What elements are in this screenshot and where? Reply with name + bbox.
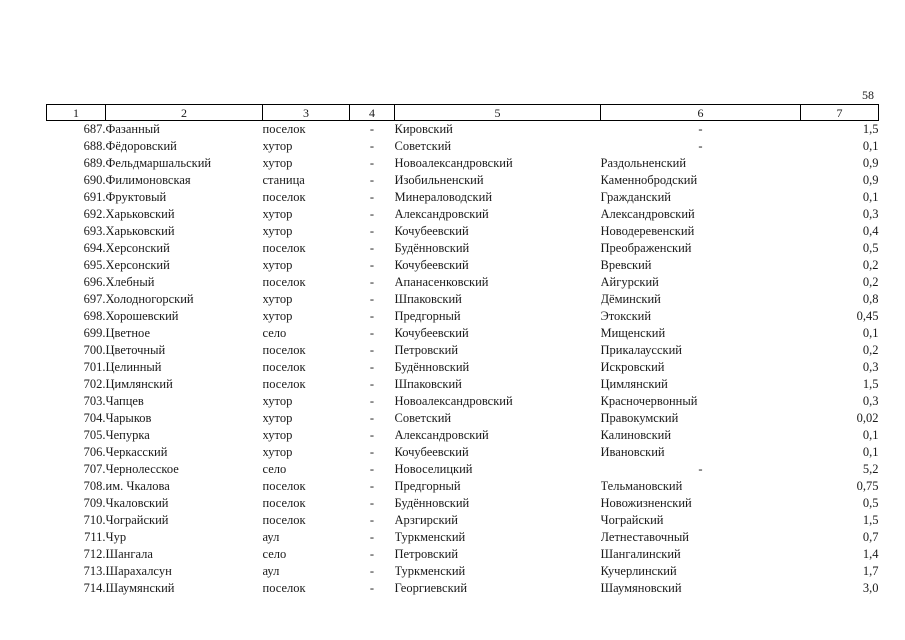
- settlement-type: хутор: [262, 292, 293, 306]
- status-mark: -: [369, 258, 375, 272]
- district-name: Арзгирский: [394, 513, 458, 527]
- row-number: 707.: [83, 462, 106, 476]
- population-value: 0,3: [862, 360, 879, 374]
- population-value: 0,1: [862, 445, 879, 459]
- row-number: 697.: [83, 292, 106, 306]
- council-name: Преображенский: [600, 241, 692, 255]
- population-value: 0,5: [862, 496, 879, 510]
- population-value: 0,1: [862, 139, 879, 153]
- settlement-name: Фёдоровский: [105, 139, 177, 153]
- settlement-name: Херсонский: [105, 241, 170, 255]
- district-name: Минераловодский: [394, 190, 493, 204]
- table-row: [47, 121, 879, 139]
- council-name: Мищенский: [600, 326, 666, 340]
- district-name: Новоселицкий: [394, 462, 473, 476]
- row-number: 699.: [83, 326, 106, 340]
- table-row: [47, 325, 879, 342]
- row-number: 700.: [83, 343, 106, 357]
- population-value: 0,3: [862, 207, 879, 221]
- district-name: Предгорный: [394, 309, 461, 323]
- table-row: [47, 478, 879, 495]
- council-name: Прикалаусский: [600, 343, 682, 357]
- population-value: 0,4: [862, 224, 879, 238]
- row-number: 710.: [83, 513, 106, 527]
- settlement-type: поселок: [262, 241, 306, 255]
- status-mark: -: [369, 156, 375, 170]
- council-name: Кучерлинский: [600, 564, 677, 578]
- status-mark: -: [369, 411, 375, 425]
- status-mark: -: [369, 122, 375, 136]
- district-name: Кочубеевский: [394, 326, 469, 340]
- district-name: Георгиевский: [394, 581, 468, 595]
- population-value: 0,2: [862, 258, 879, 272]
- population-value: 5,2: [862, 462, 879, 476]
- status-mark: -: [369, 428, 375, 442]
- row-number: 691.: [83, 190, 106, 204]
- settlement-name: им. Чкалова: [105, 479, 170, 493]
- status-mark: -: [369, 377, 375, 391]
- row-number: 704.: [83, 411, 106, 425]
- settlement-name: Чапцев: [105, 394, 144, 408]
- settlement-type: хутор: [262, 445, 293, 459]
- council-name: Новодеревенский: [600, 224, 695, 238]
- population-value: 0,8: [862, 292, 879, 306]
- table-row: [47, 342, 879, 359]
- status-mark: -: [369, 445, 375, 459]
- settlement-name: Чограйский: [105, 513, 169, 527]
- row-number: 692.: [83, 207, 106, 221]
- table-row: [47, 410, 879, 427]
- district-name: Новоалександровский: [394, 156, 513, 170]
- row-number: 703.: [83, 394, 106, 408]
- status-mark: -: [369, 139, 375, 153]
- population-value: 0,7: [862, 530, 879, 544]
- settlement-name: Харьковский: [105, 207, 175, 221]
- row-number: 694.: [83, 241, 106, 255]
- district-name: Кочубеевский: [394, 224, 469, 238]
- district-name: Советский: [394, 411, 452, 425]
- settlement-name: Шарахалсун: [105, 564, 172, 578]
- row-number: 701.: [83, 360, 106, 374]
- district-name: Петровский: [394, 547, 459, 561]
- table-row: [47, 172, 879, 189]
- settlement-name: Херсонский: [105, 258, 170, 272]
- population-value: 3,0: [862, 581, 879, 595]
- status-mark: -: [369, 513, 375, 527]
- settlement-name: Харьковский: [105, 224, 175, 238]
- district-name: Кочубеевский: [394, 445, 469, 459]
- status-mark: -: [369, 581, 375, 595]
- settlement-type: хутор: [262, 224, 293, 238]
- council-name: Цимлянский: [600, 377, 668, 391]
- status-mark: -: [369, 224, 375, 238]
- settlement-type: хутор: [262, 139, 293, 153]
- district-name: Шпаковский: [394, 292, 462, 306]
- column-header: 1: [47, 105, 106, 121]
- council-name: Александровский: [600, 207, 695, 221]
- settlement-type: село: [262, 462, 287, 476]
- column-header: 2: [106, 105, 263, 121]
- settlement-name: Чур: [105, 530, 127, 544]
- row-number: 709.: [83, 496, 106, 510]
- column-header: 3: [263, 105, 350, 121]
- table-header-row: [47, 105, 879, 121]
- table-row: [47, 291, 879, 308]
- population-value: 0,2: [862, 275, 879, 289]
- population-value: 1,7: [862, 564, 879, 578]
- district-name: Шпаковский: [394, 377, 462, 391]
- table-row: [47, 393, 879, 410]
- status-mark: -: [369, 326, 375, 340]
- status-mark: -: [369, 564, 375, 578]
- row-number: 693.: [83, 224, 106, 238]
- settlement-name: Чернолесское: [105, 462, 179, 476]
- status-mark: -: [369, 309, 375, 323]
- population-value: 0,45: [856, 309, 879, 323]
- settlement-type: поселок: [262, 496, 306, 510]
- council-name: Раздольненский: [600, 156, 687, 170]
- council-name: Шаумяновский: [600, 581, 682, 595]
- council-name: Шангалинский: [600, 547, 681, 561]
- settlement-type: хутор: [262, 156, 293, 170]
- table-row: [47, 461, 879, 478]
- population-value: 1,5: [862, 122, 879, 136]
- column-header: 7: [801, 105, 879, 121]
- status-mark: -: [369, 241, 375, 255]
- settlement-type: станица: [262, 173, 305, 187]
- settlement-type: поселок: [262, 377, 306, 391]
- table-row: [47, 359, 879, 376]
- status-mark: -: [369, 394, 375, 408]
- settlement-type: поселок: [262, 479, 306, 493]
- settlement-name: Целинный: [105, 360, 162, 374]
- council-name: Новожизненский: [600, 496, 692, 510]
- settlements-table: [46, 104, 879, 597]
- status-mark: -: [369, 360, 375, 374]
- council-name: Ивановский: [600, 445, 665, 459]
- district-name: Туркменский: [394, 530, 466, 544]
- settlement-name: Хорошевский: [105, 309, 179, 323]
- settlement-type: хутор: [262, 207, 293, 221]
- council-name: Айгурский: [600, 275, 659, 289]
- settlement-type: поселок: [262, 275, 306, 289]
- row-number: 696.: [83, 275, 106, 289]
- district-name: Петровский: [394, 343, 459, 357]
- population-value: 0,1: [862, 428, 879, 442]
- table-row: [47, 240, 879, 257]
- status-mark: -: [369, 292, 375, 306]
- population-value: 1,5: [862, 513, 879, 527]
- row-number: 702.: [83, 377, 106, 391]
- row-number: 705.: [83, 428, 106, 442]
- settlement-type: поселок: [262, 360, 306, 374]
- council-name: Искровский: [600, 360, 665, 374]
- population-value: 0,9: [862, 156, 879, 170]
- population-value: 1,5: [862, 377, 879, 391]
- settlement-name: Хлебный: [105, 275, 155, 289]
- district-name: Кочубеевский: [394, 258, 469, 272]
- settlement-name: Фельдмаршальский: [105, 156, 212, 170]
- row-number: 695.: [83, 258, 106, 272]
- table-row: [47, 376, 879, 393]
- council-name: Чограйский: [600, 513, 664, 527]
- row-number: 714.: [83, 581, 106, 595]
- table-row: [47, 206, 879, 223]
- settlement-name: Чарыков: [105, 411, 152, 425]
- district-name: Будённовский: [394, 360, 470, 374]
- settlement-type: село: [262, 547, 287, 561]
- status-mark: -: [369, 275, 375, 289]
- settlement-type: хутор: [262, 428, 293, 442]
- table-row: [47, 580, 879, 597]
- population-value: 0,1: [862, 326, 879, 340]
- council-name: -: [698, 462, 703, 476]
- row-number: 687.: [83, 122, 106, 136]
- row-number: 698.: [83, 309, 106, 323]
- status-mark: -: [369, 547, 375, 561]
- district-name: Советский: [394, 139, 452, 153]
- column-header: 5: [395, 105, 601, 121]
- settlement-type: аул: [262, 564, 280, 578]
- council-name: Вревский: [600, 258, 652, 272]
- settlement-name: Цветное: [105, 326, 151, 340]
- population-value: 0,2: [862, 343, 879, 357]
- population-value: 0,75: [856, 479, 879, 493]
- settlement-name: Чепурка: [105, 428, 150, 442]
- row-number: 712.: [83, 547, 106, 561]
- table-row: [47, 563, 879, 580]
- table-row: [47, 512, 879, 529]
- row-number: 688.: [83, 139, 106, 153]
- table-row: [47, 189, 879, 206]
- table-row: [47, 529, 879, 546]
- table-row: [47, 427, 879, 444]
- population-value: 0,9: [862, 173, 879, 187]
- population-value: 0,5: [862, 241, 879, 255]
- settlement-type: хутор: [262, 309, 293, 323]
- settlement-type: поселок: [262, 190, 306, 204]
- table-row: [47, 546, 879, 563]
- council-name: Калиновский: [600, 428, 672, 442]
- district-name: Будённовский: [394, 496, 470, 510]
- column-header: 4: [350, 105, 395, 121]
- settlement-type: хутор: [262, 258, 293, 272]
- status-mark: -: [369, 207, 375, 221]
- settlement-name: Черкасский: [105, 445, 168, 459]
- settlement-type: хутор: [262, 394, 293, 408]
- column-header: 6: [601, 105, 801, 121]
- district-name: Туркменский: [394, 564, 466, 578]
- council-name: -: [698, 139, 703, 153]
- settlement-type: аул: [262, 530, 280, 544]
- status-mark: -: [369, 190, 375, 204]
- status-mark: -: [369, 530, 375, 544]
- settlement-name: Шангала: [105, 547, 153, 561]
- settlement-name: Чкаловский: [105, 496, 169, 510]
- status-mark: -: [369, 343, 375, 357]
- population-value: 0,02: [856, 411, 879, 425]
- settlement-name: Цветочный: [105, 343, 166, 357]
- page-number: 58: [862, 88, 874, 102]
- status-mark: -: [369, 462, 375, 476]
- row-number: 689.: [83, 156, 106, 170]
- settlement-type: поселок: [262, 513, 306, 527]
- settlement-name: Филимоновская: [105, 173, 191, 187]
- table-row: [47, 308, 879, 325]
- table-row: [47, 257, 879, 274]
- settlement-name: Холодногорский: [105, 292, 194, 306]
- council-name: Этокский: [600, 309, 652, 323]
- district-name: Новоалександровский: [394, 394, 513, 408]
- row-number: 711.: [84, 530, 106, 544]
- settlement-type: поселок: [262, 581, 306, 595]
- council-name: Летнеставочный: [600, 530, 689, 544]
- district-name: Александровский: [394, 428, 489, 442]
- status-mark: -: [369, 173, 375, 187]
- council-name: Красночервонный: [600, 394, 698, 408]
- council-name: Правокумский: [600, 411, 679, 425]
- council-name: -: [698, 122, 703, 136]
- row-number: 690.: [83, 173, 106, 187]
- table-row: [47, 155, 879, 172]
- district-name: Александровский: [394, 207, 489, 221]
- council-name: Каменнобродский: [600, 173, 698, 187]
- district-name: Кировский: [394, 122, 453, 136]
- row-number: 708.: [83, 479, 106, 493]
- table-row: [47, 274, 879, 291]
- status-mark: -: [369, 479, 375, 493]
- settlement-name: Фруктовый: [105, 190, 167, 204]
- district-name: Будённовский: [394, 241, 470, 255]
- population-value: 0,3: [862, 394, 879, 408]
- district-name: Апанасенковский: [394, 275, 489, 289]
- table-row: [47, 223, 879, 240]
- table-row: [47, 495, 879, 512]
- council-name: Тельмановский: [600, 479, 683, 493]
- row-number: 713.: [83, 564, 106, 578]
- settlement-type: поселок: [262, 343, 306, 357]
- district-name: Предгорный: [394, 479, 461, 493]
- table-row: [47, 444, 879, 461]
- population-value: 0,1: [862, 190, 879, 204]
- council-name: Гражданский: [600, 190, 671, 204]
- settlement-name: Фазанный: [105, 122, 160, 136]
- settlement-name: Цимлянский: [105, 377, 173, 391]
- population-value: 1,4: [862, 547, 879, 561]
- settlement-type: поселок: [262, 122, 306, 136]
- council-name: Дёминский: [600, 292, 661, 306]
- settlement-name: Шаумянский: [105, 581, 175, 595]
- status-mark: -: [369, 496, 375, 510]
- row-number: 706.: [83, 445, 106, 459]
- district-name: Изобильненский: [394, 173, 484, 187]
- settlement-type: село: [262, 326, 287, 340]
- table-row: [47, 138, 879, 155]
- settlement-type: хутор: [262, 411, 293, 425]
